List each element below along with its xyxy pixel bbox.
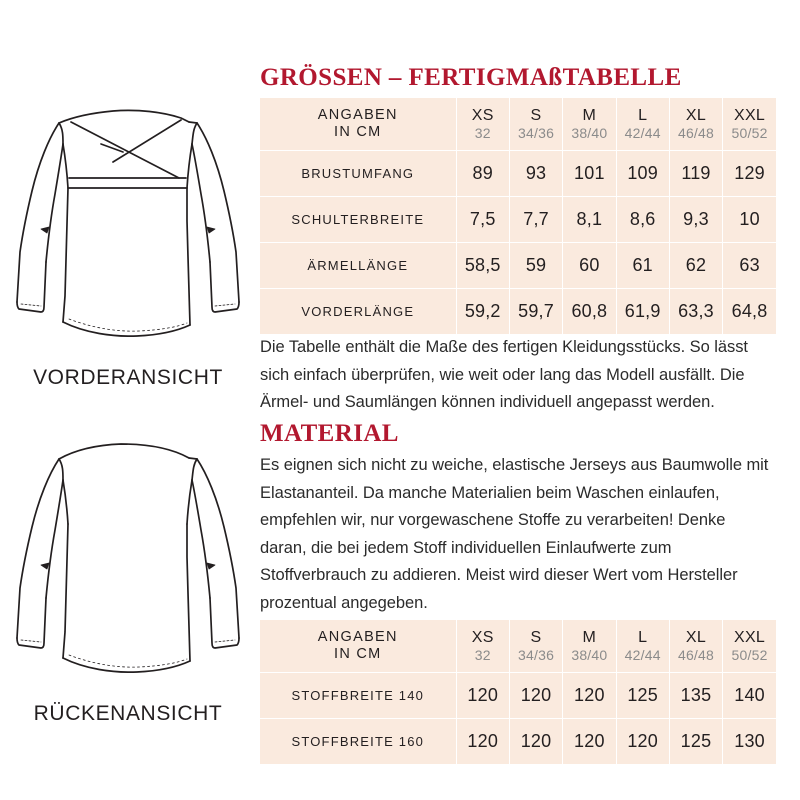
cell-value: 93	[509, 151, 562, 197]
cell-value: 10	[723, 197, 776, 243]
size-number: 32	[474, 124, 491, 141]
table-header-row	[260, 98, 776, 151]
size-number: 50/52	[731, 124, 768, 141]
size-name: L	[638, 106, 648, 124]
cell-value: 120	[563, 719, 616, 765]
size-name: XS	[471, 106, 494, 124]
cell-value: 109	[616, 151, 669, 197]
size-name: XL	[685, 106, 707, 124]
cell-value: 61	[616, 243, 669, 289]
size-number: 46/48	[677, 124, 714, 141]
cell-value: 125	[669, 719, 722, 765]
cell-value: 61,9	[616, 289, 669, 335]
cell-value: 120	[563, 673, 616, 719]
cell-value: 140	[723, 673, 776, 719]
cell-value: 130	[723, 719, 776, 765]
material-description-paragraph: Es eignen sich nicht zu weiche, elastische Jerseys aus Baumwolle mit Elastananteil. Da manche Materialien beim Waschen einlaufen, empfehlen wir, nur vorgewaschene Stoffe zu verarbeiten! Denke daran, die bei jedem Stoff individuellen Einlaufwerte zum Stoffverbrauch zu addieren. Meist wird dieser Wert vom Hersteller prozentual angegeben.	[260, 456, 769, 612]
back-view-caption: RÜCKENANSICHT	[33, 702, 223, 725]
cell-value: 120	[616, 719, 669, 765]
header-label-line2: IN CM	[333, 646, 382, 662]
column-header-xxl	[723, 620, 776, 673]
size-name: S	[530, 628, 542, 646]
row-label: SCHULTERBREITE	[260, 197, 456, 243]
cell-value: 7,7	[509, 197, 562, 243]
size-name: XXL	[733, 628, 766, 646]
column-header-l	[616, 620, 669, 673]
column-header-s	[509, 620, 562, 673]
cell-value: 120	[456, 719, 509, 765]
cell-value: 63	[723, 243, 776, 289]
cell-value: 89	[456, 151, 509, 197]
cell-value: 8,1	[563, 197, 616, 243]
material-section-title: MATERIAL	[260, 420, 399, 447]
size-number: 34/36	[518, 124, 555, 141]
cell-value: 120	[456, 673, 509, 719]
row-label: VORDERLÄNGE	[260, 289, 456, 335]
column-header-m	[563, 620, 616, 673]
row-label: STOFFBREITE 140	[260, 673, 456, 719]
cell-value: 120	[509, 719, 562, 765]
garment-front-view-illustration	[13, 96, 243, 364]
size-number: 50/52	[731, 646, 768, 663]
column-header-m	[563, 98, 616, 151]
row-label: ÄRMELLÄNGE	[260, 243, 456, 289]
cell-value: 120	[509, 673, 562, 719]
front-view-caption: VORDERANSICHT	[33, 366, 223, 389]
size-number: 38/40	[571, 124, 608, 141]
table-row	[260, 197, 776, 243]
sizes-section-title: GRÖSSEN – FERTIGMAßTABELLE	[260, 64, 682, 91]
header-label-line2: IN CM	[333, 124, 382, 140]
table-row	[260, 719, 776, 765]
sizes-description-paragraph: Die Tabelle enthält die Maße des fertigen Kleidungsstücks. So lässt sich einfach überprüfen, wie weit oder lang das Modell ausfällt. Die Ärmel- und Saumlängen können individuell angepasst werden.	[260, 338, 748, 411]
garment-back-view-illustration	[13, 432, 243, 700]
size-name: M	[582, 628, 597, 646]
column-header-xl	[669, 98, 722, 151]
cell-value: 60,8	[563, 289, 616, 335]
column-header-xs	[456, 620, 509, 673]
table-header-label	[260, 98, 456, 151]
size-name: M	[582, 106, 597, 124]
illustration-column	[0, 0, 256, 800]
cell-value: 59	[509, 243, 562, 289]
size-name: XS	[471, 628, 494, 646]
fabric-width-table	[260, 620, 776, 764]
size-number: 42/44	[624, 124, 661, 141]
header-label-line1: ANGABEN	[317, 629, 398, 645]
size-name: XL	[685, 628, 707, 646]
size-name: S	[530, 106, 542, 124]
cell-value: 7,5	[456, 197, 509, 243]
column-header-xs	[456, 98, 509, 151]
size-name: L	[638, 628, 648, 646]
finished-measurements-table	[260, 98, 776, 334]
table-header-label	[260, 620, 456, 673]
cell-value: 9,3	[669, 197, 722, 243]
row-label: BRUSTUMFANG	[260, 151, 456, 197]
cell-value: 64,8	[723, 289, 776, 335]
table-row	[260, 243, 776, 289]
column-header-xl	[669, 620, 722, 673]
cell-value: 101	[563, 151, 616, 197]
front-view-block	[0, 96, 256, 390]
size-number: 46/48	[677, 646, 714, 663]
cell-value: 119	[669, 151, 722, 197]
cell-value: 129	[723, 151, 776, 197]
column-header-s	[509, 98, 562, 151]
cell-value: 58,5	[456, 243, 509, 289]
size-number: 32	[474, 646, 491, 663]
header-label-line1: ANGABEN	[317, 107, 398, 123]
table-row	[260, 289, 776, 335]
size-name: XXL	[733, 106, 766, 124]
cell-value: 8,6	[616, 197, 669, 243]
cell-value: 63,3	[669, 289, 722, 335]
table-header-row	[260, 620, 776, 673]
content-column	[260, 0, 776, 800]
back-view-block	[0, 432, 256, 726]
column-header-xxl	[723, 98, 776, 151]
cell-value: 125	[616, 673, 669, 719]
size-number: 34/36	[518, 646, 555, 663]
size-number: 42/44	[624, 646, 661, 663]
cell-value: 59,7	[509, 289, 562, 335]
table-row	[260, 151, 776, 197]
table-row	[260, 673, 776, 719]
column-header-l	[616, 98, 669, 151]
cell-value: 135	[669, 673, 722, 719]
size-number: 38/40	[571, 646, 608, 663]
cell-value: 59,2	[456, 289, 509, 335]
cell-value: 60	[563, 243, 616, 289]
row-label: STOFFBREITE 160	[260, 719, 456, 765]
cell-value: 62	[669, 243, 722, 289]
